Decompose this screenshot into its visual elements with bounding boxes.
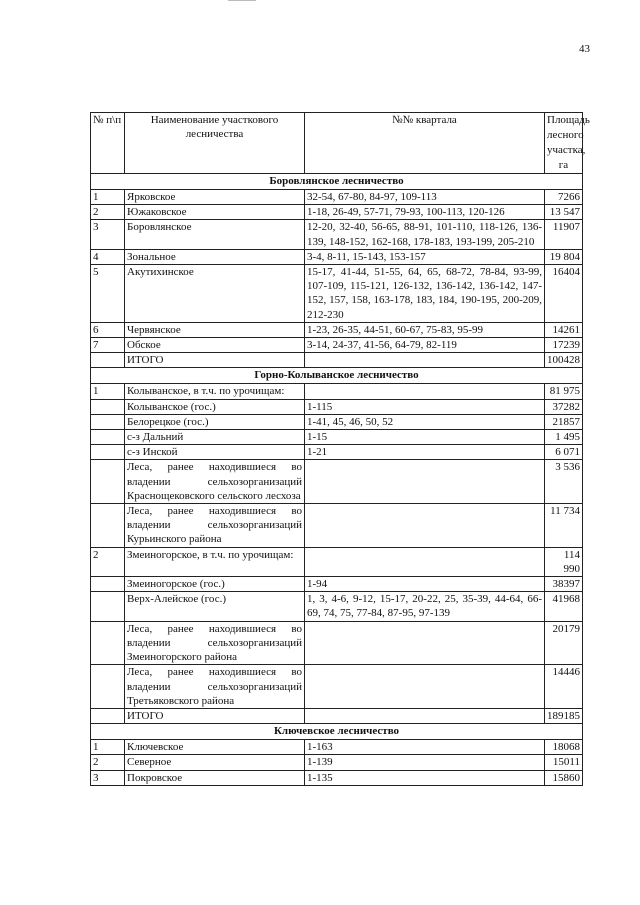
quarter-numbers: 1-135	[305, 770, 545, 785]
area-value: 11 734	[545, 504, 583, 548]
area-value: 38397	[545, 577, 583, 592]
row-number: 3	[91, 220, 125, 249]
area-value: 17239	[545, 338, 583, 353]
quarter-numbers: 1-21	[305, 445, 545, 460]
section-header-row	[91, 174, 583, 190]
row-number	[91, 430, 125, 445]
area-value: 15860	[545, 770, 583, 785]
row-number: 1	[91, 384, 125, 399]
forestry-name: Акутихинское	[125, 265, 305, 323]
quarter-numbers: 12-20, 32-40, 56-65, 88-91, 101-110, 118-126, 136-139, 148-152, 162-168, 178-183, 193-199, 205-210	[305, 220, 545, 249]
forestry-name: Червянское	[125, 322, 305, 337]
area-value: 81 975	[545, 384, 583, 399]
quarter-numbers: 1-94	[305, 577, 545, 592]
row-number	[91, 504, 125, 548]
table-row	[91, 504, 583, 548]
table-row	[91, 770, 583, 785]
section-title: Ключевское лесничество	[91, 724, 583, 740]
forestry-name: с-з Инской	[125, 445, 305, 460]
forestry-name: Обское	[125, 338, 305, 353]
row-number	[91, 621, 125, 665]
row-number	[91, 665, 125, 709]
forestry-name: Змеиногорское, в т.ч. по урочищам:	[125, 547, 305, 576]
area-value: 15011	[545, 755, 583, 770]
table-row	[91, 190, 583, 205]
quarter-numbers: 1-41, 45, 46, 50, 52	[305, 414, 545, 429]
quarter-numbers: 32-54, 67-80, 84-97, 109-113	[305, 190, 545, 205]
total-row	[91, 353, 583, 368]
area-value: 1 495	[545, 430, 583, 445]
total-value: 189185	[545, 708, 583, 723]
forestry-name: Южаковское	[125, 205, 305, 220]
forestry-name: Белорецкое (гос.)	[125, 414, 305, 429]
scan-artifact	[228, 0, 256, 1]
table-row	[91, 322, 583, 337]
table-row	[91, 592, 583, 621]
row-number: 1	[91, 740, 125, 755]
area-value: 7266	[545, 190, 583, 205]
quarter-numbers: 1-115	[305, 399, 545, 414]
page-number: 43	[579, 43, 590, 55]
forestry-name: Колыванское (гос.)	[125, 399, 305, 414]
forestry-name: Северное	[125, 755, 305, 770]
total-empty-cell	[91, 353, 125, 368]
row-number: 6	[91, 322, 125, 337]
area-value: 14261	[545, 322, 583, 337]
forestry-name: Леса, ранее находившиеся во владении сельхозорганизаций Змеиногорского района	[125, 621, 305, 665]
quarter-numbers: 1-18, 26-49, 57-71, 79-93, 100-113, 120-126	[305, 205, 545, 220]
table-body	[91, 174, 583, 786]
table-row	[91, 249, 583, 264]
row-number	[91, 445, 125, 460]
quarter-numbers: 1-15	[305, 430, 545, 445]
header-num: № п\п	[91, 113, 125, 174]
quarter-numbers	[305, 460, 545, 504]
quarter-numbers: 1-23, 26-35, 44-51, 60-67, 75-83, 95-99	[305, 322, 545, 337]
quarter-numbers: 15-17, 41-44, 51-55, 64, 65, 68-72, 78-84, 93-99, 107-109, 115-121, 126-132, 136-142, 136-142, 147-152, 157, 158, 163-178, 183, 184, 190-195, 200-209, 212-230	[305, 265, 545, 323]
table-header-row	[91, 113, 583, 174]
quarter-numbers: 3-4, 8-11, 15-143, 153-157	[305, 249, 545, 264]
area-value: 20179	[545, 621, 583, 665]
row-number: 5	[91, 265, 125, 323]
total-value: 100428	[545, 353, 583, 368]
table-row	[91, 755, 583, 770]
row-number: 1	[91, 190, 125, 205]
forestry-name: Леса, ранее находившиеся во владении сельхозорганизаций Третьяковского района	[125, 665, 305, 709]
table-row	[91, 577, 583, 592]
total-row	[91, 708, 583, 723]
header-name: Наименование участкового лесничества	[125, 113, 305, 174]
row-number	[91, 592, 125, 621]
area-value: 3 536	[545, 460, 583, 504]
area-value: 19 804	[545, 249, 583, 264]
forestry-name: Верх-Алейское (гос.)	[125, 592, 305, 621]
row-number: 2	[91, 547, 125, 576]
table-row	[91, 338, 583, 353]
table-row	[91, 220, 583, 249]
section-header-row	[91, 368, 583, 384]
total-empty-cell	[305, 708, 545, 723]
forestry-name: Покровское	[125, 770, 305, 785]
area-value: 41968	[545, 592, 583, 621]
area-value: 11907	[545, 220, 583, 249]
forestry-name: Леса, ранее находившиеся во владении сельхозорганизаций Курьинского района	[125, 504, 305, 548]
area-value: 6 071	[545, 445, 583, 460]
forestry-name: Леса, ранее находившиеся во владении сельхозорганизаций Краснощековского сельского лесхоза	[125, 460, 305, 504]
quarter-numbers	[305, 547, 545, 576]
total-empty-cell	[91, 708, 125, 723]
row-number: 4	[91, 249, 125, 264]
table-row	[91, 460, 583, 504]
table-row	[91, 547, 583, 576]
quarter-numbers: 1-139	[305, 755, 545, 770]
forestry-name: Ключевское	[125, 740, 305, 755]
total-label: ИТОГО	[125, 353, 305, 368]
row-number	[91, 399, 125, 414]
quarter-numbers: 1-163	[305, 740, 545, 755]
table-row	[91, 740, 583, 755]
forestry-name: Ярковское	[125, 190, 305, 205]
forestry-name: Боровлянское	[125, 220, 305, 249]
row-number	[91, 577, 125, 592]
total-empty-cell	[305, 353, 545, 368]
section-title: Горно-Колыванское лесничество	[91, 368, 583, 384]
forestry-name: Змеиногорское (гос.)	[125, 577, 305, 592]
area-value: 18068	[545, 740, 583, 755]
header-area: Площадь лесного участка, га	[545, 113, 583, 174]
total-label: ИТОГО	[125, 708, 305, 723]
area-value: 14446	[545, 665, 583, 709]
row-number	[91, 460, 125, 504]
table-row	[91, 414, 583, 429]
quarter-numbers	[305, 665, 545, 709]
section-header-row	[91, 724, 583, 740]
quarter-numbers: 1, 3, 4-6, 9-12, 15-17, 20-22, 25, 35-39, 44-64, 66-69, 74, 75, 77-84, 87-95, 97-139	[305, 592, 545, 621]
quarter-numbers: 3-14, 24-37, 41-56, 64-79, 82-119	[305, 338, 545, 353]
quarter-numbers	[305, 384, 545, 399]
table-row	[91, 205, 583, 220]
header-quarters: №№ квартала	[305, 113, 545, 174]
area-value: 21857	[545, 414, 583, 429]
table-row	[91, 265, 583, 323]
forestry-name: с-з Дальний	[125, 430, 305, 445]
area-value: 13 547	[545, 205, 583, 220]
row-number	[91, 414, 125, 429]
area-value: 16404	[545, 265, 583, 323]
row-number: 7	[91, 338, 125, 353]
forest-areas-table	[90, 112, 590, 786]
table-row	[91, 445, 583, 460]
row-number: 2	[91, 205, 125, 220]
section-title: Боровлянское лесничество	[91, 174, 583, 190]
forestry-name: Зональное	[125, 249, 305, 264]
table-row	[91, 399, 583, 414]
table-row	[91, 665, 583, 709]
area-value: 114 990	[545, 547, 583, 576]
table-row	[91, 621, 583, 665]
table-row	[91, 384, 583, 399]
area-value: 37282	[545, 399, 583, 414]
row-number: 3	[91, 770, 125, 785]
quarter-numbers	[305, 621, 545, 665]
forestry-name: Колыванское, в т.ч. по урочищам:	[125, 384, 305, 399]
row-number: 2	[91, 755, 125, 770]
table-row	[91, 430, 583, 445]
quarter-numbers	[305, 504, 545, 548]
